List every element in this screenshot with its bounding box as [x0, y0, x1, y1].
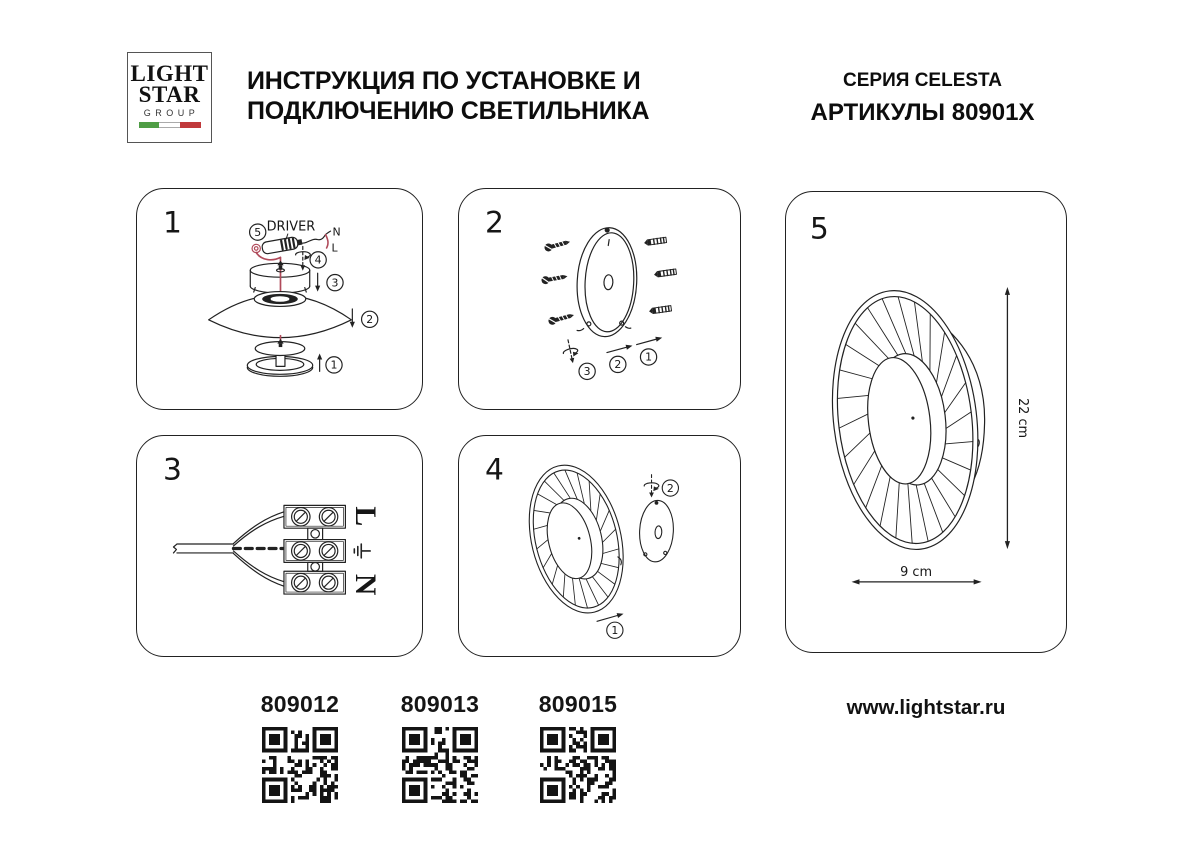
step4-diagram — [459, 436, 740, 656]
ground-icon — [354, 544, 370, 558]
fluted-shade — [818, 282, 992, 558]
mounting-ring — [638, 500, 675, 563]
svg-text:3: 3 — [583, 365, 591, 379]
height-dimension-label: 22 cm — [1014, 397, 1030, 439]
website-url: www.lightstar.ru — [846, 696, 1006, 719]
wall-anchor-icon — [654, 268, 677, 277]
arrow-icon — [637, 339, 657, 344]
step-number: 3 — [163, 452, 182, 488]
arrow-icon — [607, 347, 627, 352]
qr-code — [262, 727, 338, 803]
step2-diagram — [459, 189, 740, 409]
wire-n-label: N — [332, 225, 341, 239]
width-dimension-label: 9 cm — [900, 564, 933, 580]
title-line-1: ИНСТРУКЦИЯ ПО УСТАНОВКЕ И — [247, 67, 641, 95]
svg-text:4: 4 — [314, 253, 322, 267]
series-title: СЕРИЯ CELESTA — [843, 70, 1002, 91]
logo-word-group: GROUP — [143, 108, 200, 118]
step-panel-5 — [785, 191, 1067, 653]
driver-label: DRIVER — [266, 219, 316, 235]
rotate-arrow-icon — [644, 475, 659, 498]
step1-diagram — [137, 189, 422, 409]
svg-text:5: 5 — [254, 225, 262, 239]
italian-flag-icon — [139, 122, 201, 128]
wire-coil-icon — [252, 244, 260, 252]
screw-icon — [548, 311, 575, 325]
screw-icon — [541, 272, 568, 284]
article-block — [258, 691, 342, 808]
step-panel-3 — [136, 435, 423, 657]
product-dimensions-diagram — [786, 192, 1066, 652]
step-number: 4 — [485, 452, 504, 488]
rotate-arrow-icon — [561, 338, 580, 364]
svg-text:3: 3 — [331, 276, 339, 290]
page-title — [247, 66, 667, 126]
driver-icon — [261, 236, 303, 255]
svg-text:2: 2 — [666, 481, 674, 495]
step-panel-2 — [458, 188, 741, 410]
series-block — [795, 70, 1050, 127]
wall-anchor-icon — [644, 237, 667, 246]
mounting-ring — [574, 226, 639, 338]
step-panel-4 — [458, 435, 741, 657]
qr-code — [540, 727, 616, 803]
svg-text:2: 2 — [614, 358, 622, 372]
article-code: 809015 — [538, 691, 618, 717]
step-panel-1 — [136, 188, 423, 410]
articles-title: АРТИКУЛЫ 80901X — [810, 99, 1035, 126]
qr-code — [402, 727, 478, 803]
step3-wiring-diagram — [137, 436, 422, 656]
logo-word-star: STAR — [138, 82, 201, 107]
article-block — [536, 691, 620, 808]
svg-text:2: 2 — [366, 313, 374, 327]
supply-cable — [173, 544, 233, 553]
step-number: 2 — [485, 205, 504, 241]
logo-word-light: LIGHT — [130, 61, 209, 86]
wall-anchor-icon — [649, 305, 672, 314]
arrow-icon — [597, 615, 618, 621]
svg-text:1: 1 — [645, 350, 653, 364]
svg-text:1: 1 — [611, 624, 619, 637]
step-number: 1 — [163, 205, 182, 241]
terminal-l-label: L — [348, 506, 381, 527]
lightstar-logo — [127, 52, 212, 143]
article-block — [398, 691, 482, 808]
screw-icon — [544, 238, 571, 252]
step-number: 5 — [809, 211, 829, 247]
article-code: 809012 — [260, 691, 340, 717]
fluted-shade — [515, 455, 638, 623]
terminal-n-label: N — [348, 573, 381, 596]
terminal-block — [284, 505, 345, 594]
article-code: 809013 — [400, 691, 480, 717]
title-line-2: ПОДКЛЮЧЕНИЮ СВЕТИЛЬНИКА — [247, 97, 650, 125]
svg-text:1: 1 — [330, 358, 338, 372]
wire-l-label: L — [331, 241, 338, 255]
